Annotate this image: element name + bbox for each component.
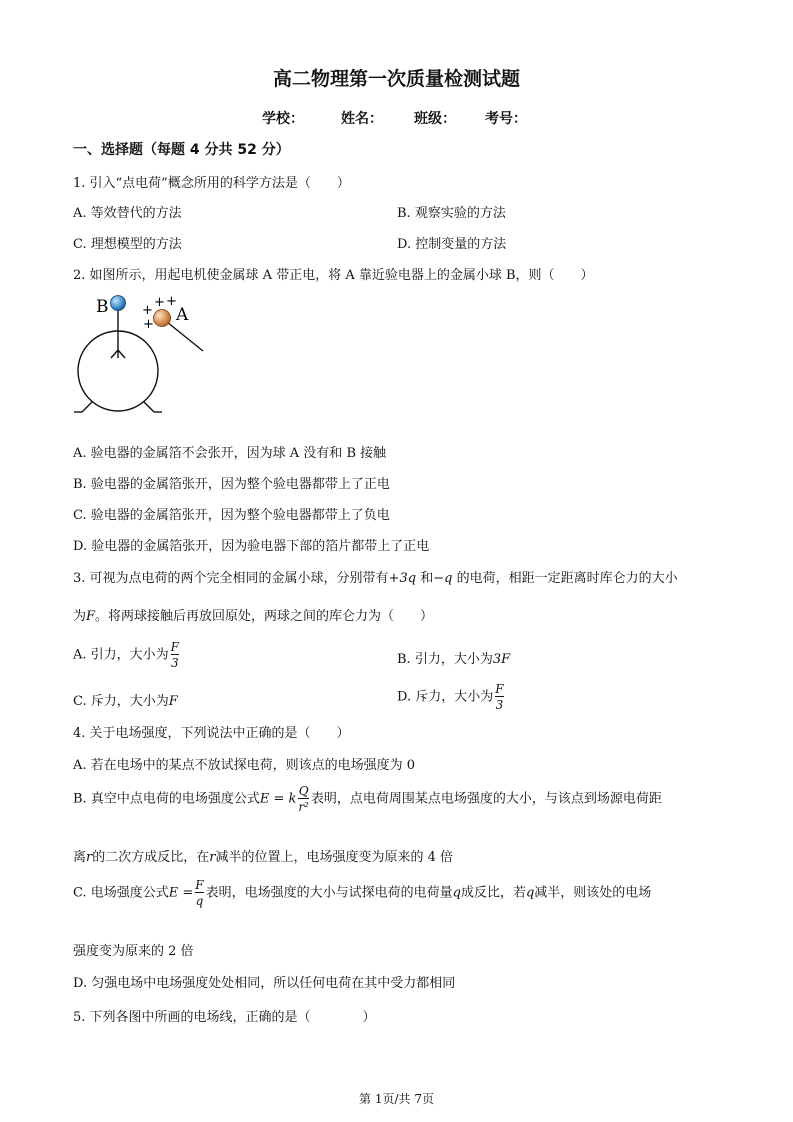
question-3-line-2: 为F。将两球接触后再放回原处，两球之间的库仑力为（ ） — [73, 609, 434, 624]
leg-left — [82, 402, 92, 412]
label-a: A — [176, 305, 189, 325]
q2-option-b: B. 验电器的金属箔张开，因为整个验电器都带上了正电 — [73, 477, 390, 492]
insulating-handle — [167, 322, 203, 351]
leg-right — [144, 402, 154, 412]
q1-option-c: C. 理想模型的方法 — [73, 237, 182, 252]
q1-option-b: B. 观察实验的方法 — [397, 206, 506, 221]
electroscope-figure — [70, 292, 220, 420]
number-label: 考号： — [485, 111, 527, 127]
metal-ball-a — [154, 310, 171, 327]
q4-option-d: D. 匀强电场中电场强度处处相同，所以任何电荷在其中受力都相同 — [73, 976, 456, 991]
q4-option-c-line-2: 强度变为原来的 2 倍 — [73, 944, 194, 959]
school-label: 学校： — [262, 111, 304, 127]
question-5-stem: 5. 下列各图中所画的电场线，正确的是（ ） — [73, 1010, 376, 1025]
q2-option-c: C. 验电器的金属箔张开，因为整个验电器都带上了负电 — [73, 508, 390, 523]
plus-sign: + — [166, 294, 177, 309]
question-2-stem: 2. 如图所示，用起电机使金属球 A 带正电，将 A 靠近验电器上的金属小球 B，则（ ） — [73, 268, 594, 283]
name-label: 姓名： — [341, 111, 383, 127]
label-b: B — [96, 297, 109, 317]
q4-option-a: A. 若在电场中的某点不放试探电荷，则该点的电场强度为 0 — [73, 758, 416, 773]
page-footer: 第 1页/共 7页 — [359, 1092, 434, 1106]
plus-sign: + — [154, 295, 165, 310]
foil-right — [118, 350, 125, 358]
plus-sign: + — [143, 317, 154, 332]
question-1-stem: 1. 引入“点电荷”概念所用的科学方法是（ ） — [73, 176, 350, 191]
q3-option-c: C. 斥力，大小为F — [73, 694, 178, 709]
q4-option-c-line-1: C. 电场强度公式E = $\frac{F}{q}$ 表明，电场强度的大小与试探电荷的电荷量q成反比，若q减半，则该处的电场 — [73, 878, 652, 908]
q1-option-a: A. 等效替代的方法 — [73, 206, 182, 221]
metal-ball-b — [111, 296, 126, 311]
plus-sign: + — [142, 303, 153, 318]
q3-option-b: B. 引力，大小为3F — [397, 652, 511, 667]
q3-option-d: D. 斥力，大小为 $\frac{F}{3}$ — [397, 682, 504, 712]
charge-plus-3q: +3q — [388, 571, 417, 586]
foil-left — [111, 350, 118, 358]
charge-minus-q: −q — [433, 571, 453, 586]
page-title: 高二物理第一次质量检测试题 — [272, 68, 520, 90]
q1-option-d: D. 控制变量的方法 — [397, 237, 507, 252]
section-heading: 一、选择题（每题 4 分共 52 分） — [73, 142, 290, 158]
q4-option-b-line-2: 离r的二次方成反比，在r减半的位置上，电场强度变为原来的 4 倍 — [73, 850, 454, 865]
question-4-stem: 4. 关于电场强度，下列说法中正确的是（ ） — [73, 726, 350, 741]
q2-option-a: A. 验电器的金属箔不会张开，因为球 A 没有和 B 接触 — [73, 446, 387, 461]
class-label: 班级： — [414, 111, 456, 127]
q3-option-a: A. 引力，大小为 $\frac{F}{3}$ — [73, 640, 179, 670]
q4-option-b-line-1: B. 真空中点电荷的电场强度公式E = k $\frac{Q}{\text{r²}}$ 表明，点电荷周围某点电场强度的大小，与该点到场源电荷距 — [73, 784, 662, 814]
question-3-line-1: 3. 可视为点电荷的两个完全相同的金属小球，分别带有+3q 和−q 的电荷，相距一定距离时库仑力的大小 — [73, 571, 678, 586]
q2-option-d: D. 验电器的金属箔张开，因为验电器下部的箔片都带上了正电 — [73, 539, 430, 554]
